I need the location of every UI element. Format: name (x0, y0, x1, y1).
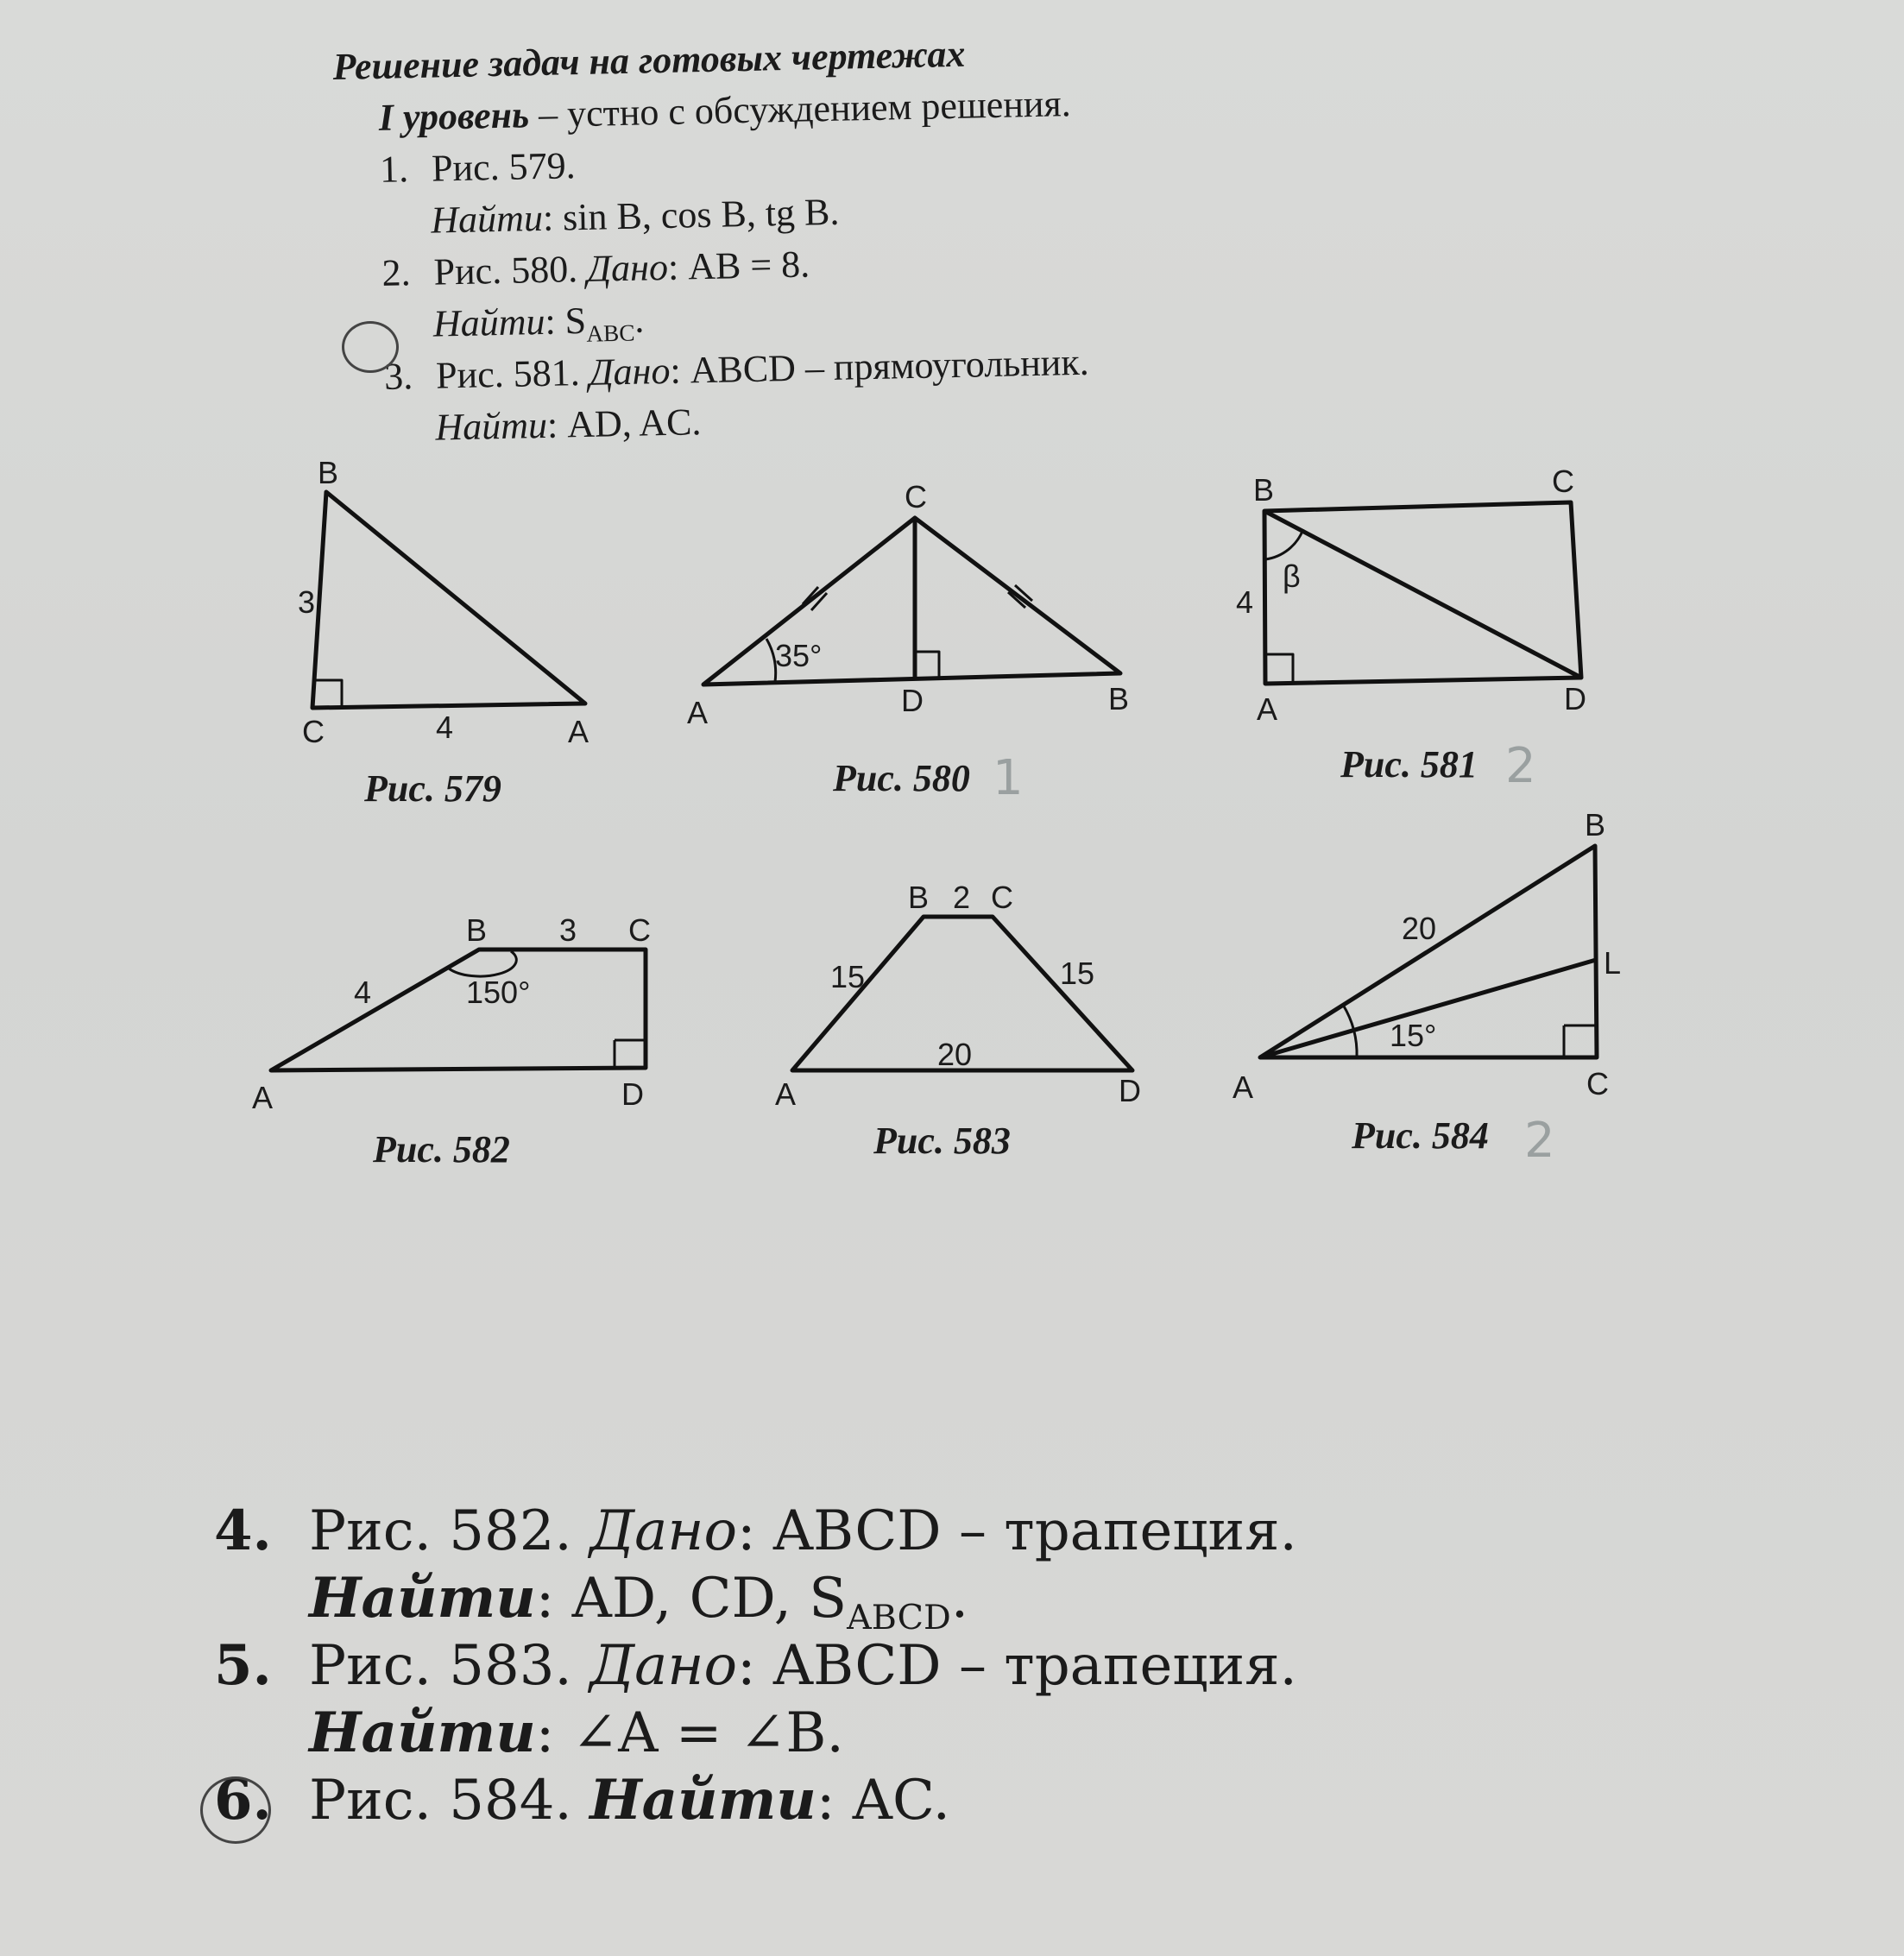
task-text: . (634, 298, 645, 341)
side-label: 20 (937, 1037, 973, 1072)
side-label: 3 (298, 584, 316, 620)
vertex-label: B (318, 455, 339, 490)
vertex-label: B (1108, 681, 1130, 716)
find-label: Найти (309, 1566, 536, 1631)
task-number: 5. (214, 1633, 272, 1698)
task-text: : AB = 8. (667, 243, 810, 288)
side-label: 3 (559, 912, 577, 948)
find-label: Найти (430, 196, 544, 242)
given-label: Дано (586, 245, 669, 290)
side-label: 2 (953, 880, 971, 915)
figure-580 (703, 518, 1120, 685)
level-label: I уровень (378, 93, 530, 139)
vertex-label: C (1552, 464, 1574, 499)
task-text: Рис. 581. (435, 350, 590, 397)
angle-label: 35° (775, 638, 823, 673)
vertex-label: B (1253, 472, 1275, 508)
task-text: : AD, AC. (546, 401, 702, 446)
pencil-mark: 1 (993, 750, 1024, 806)
task-text: : ABCD – трапеция. (736, 1634, 1297, 1698)
figure-caption: Рис. 583 (873, 1120, 1011, 1162)
task-text: : ABCD – прямоугольник. (669, 340, 1090, 392)
vertex-label: A (1257, 691, 1278, 727)
given-label: Дано (589, 1634, 737, 1698)
vertex-label: B (1585, 807, 1606, 842)
pencil-mark: 2 (1505, 738, 1536, 794)
figure-caption: Рис. 582 (373, 1128, 510, 1170)
figure-582 (271, 950, 646, 1070)
task-text: : sin B, cos B, tg B. (542, 190, 840, 239)
task-number: 6. (214, 1768, 272, 1833)
side-label: 4 (1236, 584, 1254, 620)
task-4-line-2 (214, 1565, 1297, 1637)
find-label: Найти (589, 1768, 816, 1833)
vertex-label: A (1233, 1069, 1254, 1105)
vertex-label: D (901, 683, 924, 718)
figure-caption: Рис. 579 (364, 767, 501, 810)
vertex-label: A (568, 714, 589, 749)
angle-label: 150° (466, 975, 531, 1010)
pencil-mark: 2 (1524, 1113, 1555, 1169)
task-5-line-1 (214, 1632, 1297, 1700)
side-label: 15 (830, 959, 866, 994)
find-label: Найти (309, 1700, 536, 1765)
task-6-line-1 (214, 1767, 1297, 1834)
task-text: Рис. 584. (309, 1769, 590, 1833)
task-text: : ∠A = ∠B. (535, 1701, 844, 1765)
find-label: Найти (434, 403, 548, 449)
task-text: . (950, 1567, 969, 1631)
task-text: Рис. 582. (309, 1499, 590, 1563)
vertex-label: L (1604, 945, 1622, 981)
vertex-label: D (621, 1076, 644, 1112)
side-label: 15 (1060, 956, 1095, 991)
vertex-label: D (1564, 681, 1586, 716)
task-number: 1. (379, 148, 409, 191)
figure-caption: Рис. 584 (1352, 1114, 1489, 1157)
task-number: 4. (214, 1499, 272, 1563)
task-text: : AC. (816, 1769, 950, 1833)
pen-circle-mark (200, 1776, 271, 1844)
task-text: Рис. 583. (309, 1634, 590, 1698)
side-label: 20 (1402, 911, 1437, 946)
figure-579 (312, 492, 585, 708)
task-text: Рис. 580. (433, 247, 588, 293)
figure-caption: Рис. 580 (833, 757, 970, 799)
vertex-label: C (1586, 1066, 1609, 1101)
task-text: : ABCD – трапеция. (736, 1499, 1297, 1563)
bottom-tasks-block (214, 1498, 1297, 1834)
subscript: ABCD (847, 1597, 951, 1637)
task-text: : S (544, 299, 587, 343)
side-label: 4 (354, 975, 372, 1010)
find-label: Найти (432, 300, 545, 345)
vertex-label: C (628, 912, 651, 948)
angle-label: β (1283, 558, 1301, 594)
task-number: 2. (381, 251, 412, 294)
given-label: Дано (589, 1499, 737, 1563)
task-text: : AD, CD, S (535, 1567, 848, 1631)
given-label: Дано (589, 349, 671, 394)
vertex-label: D (1119, 1073, 1141, 1108)
vertex-label: B (908, 880, 930, 915)
vertex-label: C (905, 479, 927, 514)
task-text: Рис. 579. (431, 144, 577, 190)
vertex-label: C (991, 880, 1013, 915)
figure-581 (1264, 502, 1581, 684)
figure-caption: Рис. 581 (1340, 743, 1478, 786)
vertex-label: A (775, 1076, 797, 1112)
task-4-line-1 (214, 1498, 1297, 1565)
section-heading: Решение задач на готовых чертежах (332, 32, 966, 88)
side-label: 4 (436, 710, 454, 745)
vertex-label: A (252, 1080, 274, 1115)
subscript: ABC (586, 319, 635, 347)
vertex-label: A (687, 695, 709, 730)
vertex-label: C (302, 714, 325, 749)
vertex-label: B (466, 912, 488, 948)
angle-label: 15° (1390, 1018, 1437, 1053)
level-description: – устно с обсуждением решения. (528, 82, 1072, 136)
task-number: 3. (383, 355, 413, 398)
task-5-line-2 (214, 1700, 1297, 1767)
